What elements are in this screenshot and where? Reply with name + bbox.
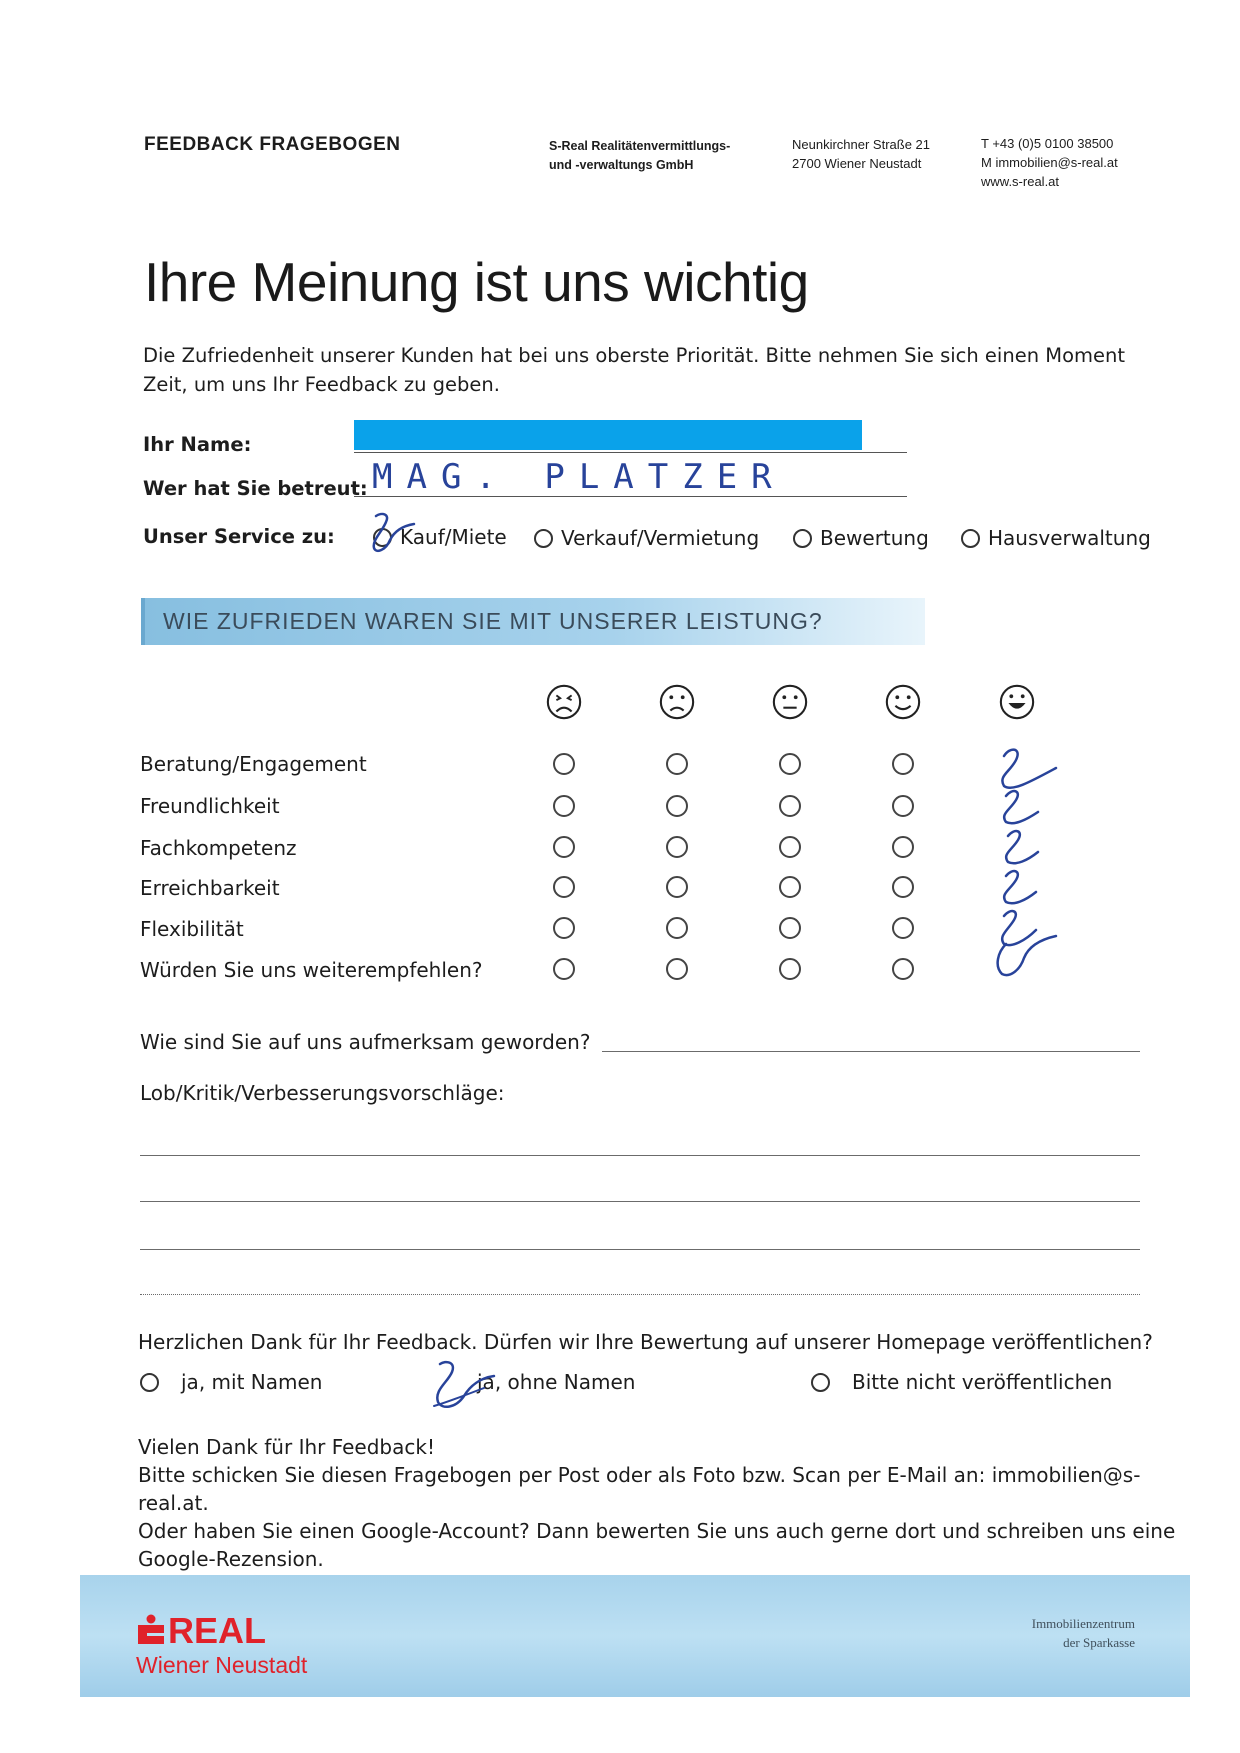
very-unhappy-face-icon (545, 683, 583, 721)
rating-radio[interactable] (666, 836, 688, 858)
rating-radio[interactable] (892, 958, 914, 980)
rating-radio[interactable] (666, 795, 688, 817)
closing-line: Bitte schicken Sie diesen Fragebogen per Post oder als Foto bzw. Scan per E-Mail an: immobilien@s-real.at. (138, 1463, 1141, 1515)
phone-number: T +43 (0)5 0100 38500 (981, 136, 1114, 151)
rating-row-label: Beratung/Engagement (140, 752, 367, 776)
brand-name: REAL (168, 1610, 266, 1651)
rating-radio[interactable] (892, 876, 914, 898)
rating-radio[interactable] (666, 876, 688, 898)
radio-circle[interactable] (534, 529, 553, 548)
rating-radio[interactable] (779, 836, 801, 858)
rating-radio[interactable] (779, 795, 801, 817)
email-address: M immobilien@s-real.at (981, 155, 1118, 170)
rating-radio[interactable] (666, 958, 688, 980)
radio-circle[interactable] (811, 1373, 830, 1392)
company-line-2: und -verwaltungs GmbH (549, 158, 694, 172)
rating-radio[interactable] (666, 917, 688, 939)
rating-radio[interactable] (553, 917, 575, 939)
publish-question: Herzlichen Dank für Ihr Feedback. Dürfen wir Ihre Bewertung auf unserer Homepage veröffentlichen? (138, 1330, 1153, 1354)
rating-radio[interactable] (553, 753, 575, 775)
rating-radio[interactable] (779, 958, 801, 980)
rating-radio[interactable] (553, 958, 575, 980)
rating-radio[interactable] (553, 795, 575, 817)
rating-radio[interactable] (779, 917, 801, 939)
tagline-line: der Sparkasse (1063, 1635, 1135, 1650)
service-option-label: Bewertung (820, 526, 929, 550)
publish-option-label: ja, ohne Namen (477, 1370, 636, 1394)
redacted-name (354, 420, 862, 450)
name-label: Ihr Name: (143, 433, 252, 456)
radio-circle[interactable] (793, 529, 812, 548)
rating-section-banner (141, 598, 925, 645)
intro-text: Die Zufriedenheit unserer Kunden hat bei uns oberste Priorität. Bitte nehmen Sie sich einen Moment Zeit, um uns Ihr Feedback zu geben. (143, 344, 1126, 396)
rating-radio[interactable] (892, 795, 914, 817)
radio-circle[interactable] (961, 529, 980, 548)
publish-option-do-not-publish[interactable] (811, 1370, 1112, 1394)
footer-tagline (1000, 1614, 1135, 1652)
publish-option-with-name[interactable] (140, 1370, 322, 1394)
rating-radio[interactable] (779, 876, 801, 898)
advisor-field-line[interactable] (354, 496, 907, 497)
company-contact (981, 134, 1118, 191)
rating-radio[interactable] (892, 836, 914, 858)
comments-line[interactable] (140, 1155, 1140, 1156)
company-address (792, 135, 930, 173)
closing-text (138, 1433, 1198, 1573)
closing-line: Google-Rezension. (138, 1547, 324, 1571)
closing-line: Oder haben Sie einen Google-Account? Dann bewerten Sie uns auch gerne dort und schreiben uns eine (138, 1519, 1176, 1543)
company-name (549, 137, 730, 175)
rating-section-title: WIE ZUFRIEDEN WAREN SIE MIT UNSERER LEISTUNG? (163, 608, 823, 634)
rating-radio[interactable] (779, 753, 801, 775)
neutral-face-icon (771, 683, 809, 721)
source-answer-line[interactable] (602, 1051, 1140, 1052)
handwritten-check-marks (990, 738, 1070, 988)
rating-radio[interactable] (892, 917, 914, 939)
rating-radio[interactable] (666, 753, 688, 775)
page-title: Ihre Meinung ist uns wichtig (144, 251, 809, 313)
source-question-label: Wie sind Sie auf uns aufmerksam geworden? (140, 1030, 591, 1054)
tagline-line: Immobilienzentrum (1031, 1616, 1135, 1631)
very-happy-face-icon (998, 683, 1036, 721)
comments-line[interactable] (140, 1249, 1140, 1250)
form-title: FEEDBACK FRAGEBOGEN (144, 134, 401, 155)
rating-row-label: Erreichbarkeit (140, 876, 280, 900)
handwritten-check-mark (368, 510, 418, 558)
radio-circle[interactable] (140, 1373, 159, 1392)
sparkasse-s-icon (136, 1614, 166, 1648)
advisor-handwriting: MAG. PLATZER (372, 457, 786, 497)
comments-label: Lob/Kritik/Verbesserungsvorschläge: (140, 1081, 505, 1105)
unhappy-face-icon (658, 683, 696, 721)
happy-face-icon (884, 683, 922, 721)
service-option-bewertung[interactable] (793, 526, 929, 550)
rating-radio[interactable] (553, 836, 575, 858)
rating-radio[interactable] (553, 876, 575, 898)
address-line-1: Neunkirchner Straße 21 (792, 137, 931, 152)
brand-city: Wiener Neustadt (136, 1652, 308, 1678)
service-option-label: Kauf/Miete (400, 525, 507, 549)
handwritten-check-mark (428, 1358, 498, 1414)
address-line-2: 2700 Wiener Neustadt (792, 156, 922, 171)
name-field-line[interactable] (354, 452, 907, 453)
service-option-label: Verkauf/Vermietung (561, 526, 760, 550)
service-option-hausverwaltung[interactable] (961, 526, 1151, 550)
brand-logo (136, 1610, 266, 1652)
comments-line[interactable] (140, 1294, 1140, 1295)
publish-option-label: Bitte nicht veröffentlichen (852, 1370, 1113, 1394)
rating-row-label: Flexibilität (140, 917, 244, 941)
service-option-verkauf-vermietung[interactable] (534, 526, 759, 550)
service-option-label: Hausverwaltung (988, 526, 1151, 550)
advisor-label: Wer hat Sie betreut: (143, 477, 368, 500)
service-label: Unser Service zu: (143, 525, 335, 548)
rating-radio[interactable] (892, 753, 914, 775)
rating-row-label: Fachkompetenz (140, 836, 297, 860)
website: www.s-real.at (981, 174, 1060, 189)
company-line-1: S-Real Realitätenvermittlungs- (549, 139, 731, 153)
rating-row-label: Würden Sie uns weiterempfehlen? (140, 958, 483, 982)
closing-line: Vielen Dank für Ihr Feedback! (138, 1435, 435, 1459)
rating-row-label: Freundlichkeit (140, 794, 280, 818)
publish-option-label: ja, mit Namen (181, 1370, 323, 1394)
comments-line[interactable] (140, 1201, 1140, 1202)
